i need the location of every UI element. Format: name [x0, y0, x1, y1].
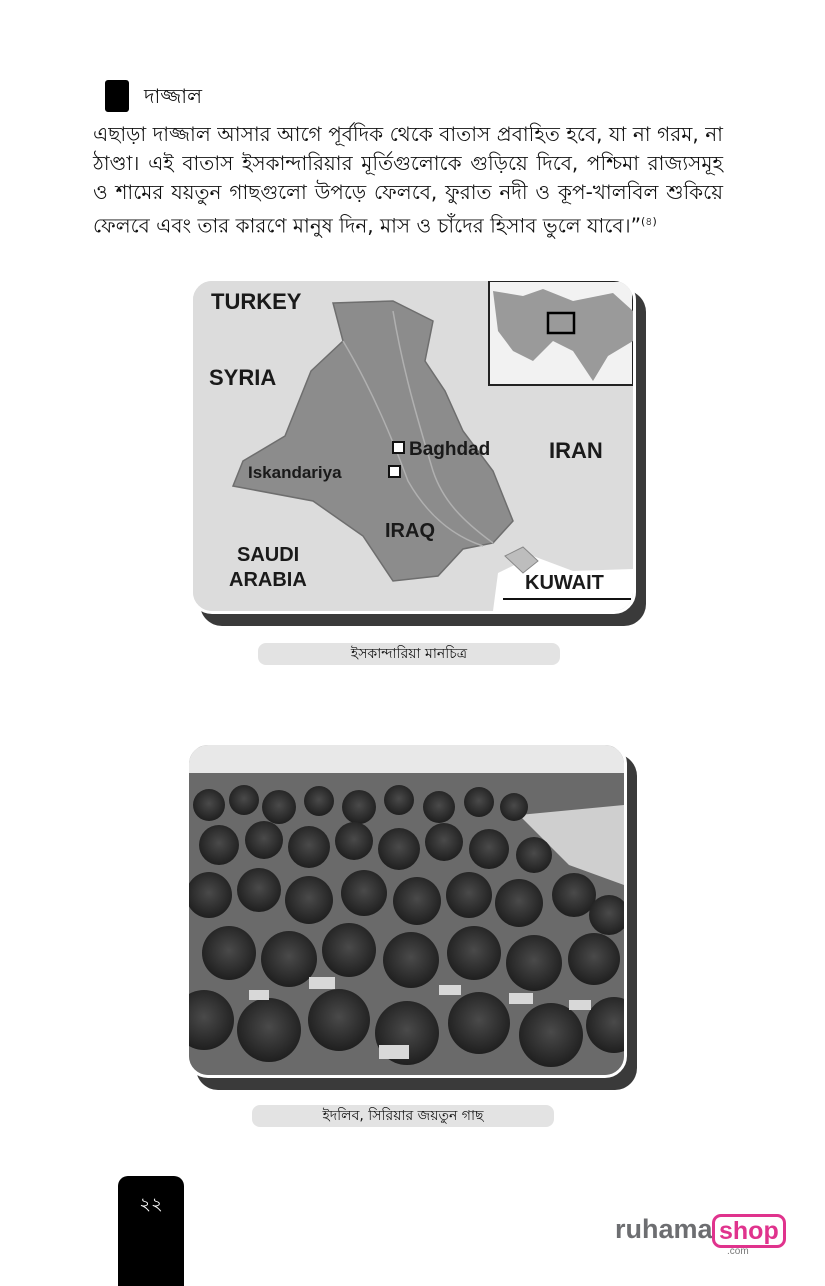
- footnote-reference: (৪): [641, 215, 657, 228]
- logo-com-text: .com: [727, 1246, 749, 1257]
- page-number: ২২: [139, 1194, 163, 1215]
- label-baghdad: Baghdad: [409, 439, 491, 460]
- body-paragraph: [93, 120, 723, 241]
- label-kuwait: KUWAIT: [525, 572, 604, 594]
- page-number-tab: [118, 1176, 184, 1286]
- iraq-map: [193, 281, 633, 611]
- paragraph-text: এছাড়া দাজ্জাল আসার আগে পূর্বদিক থেকে বাতাস প্রবাহিত হবে, যা না গরম, না ঠাণ্ডা। এই বাতাস ইসকান্দারিয়ার মূর্তিগুলোকে গুড়িয়ে দিবে, পশ্চিমা রাজ্যসমূহ ও শামের যয়তুন গাছগুলো উপড়ে ফেলবে, ফুরাত নদী ও কূপ-খালবিল শুকিয়ে ফেলবে এবং তার কারণে মানুষ দিন, মাস ও চাঁদের হিসাব ভুলে যাবে।”: [93, 122, 723, 238]
- label-iskandariya: Iskandariya: [248, 463, 342, 482]
- logo-shop-text: shop: [712, 1214, 786, 1248]
- label-turkey: TURKEY: [211, 289, 302, 314]
- map-caption: ইসকান্দারিয়া মানচিত্র: [258, 643, 560, 665]
- label-iran: IRAN: [549, 438, 603, 463]
- chapter-marker: [105, 80, 129, 112]
- chapter-title: দাজ্জাল: [144, 84, 202, 108]
- baghdad-marker: [393, 442, 404, 453]
- olive-trees-photo: [186, 742, 627, 1078]
- photo-caption: ইদলিব, সিরিয়ার জয়তুন গাছ: [252, 1105, 554, 1127]
- label-saudi-line2: ARABIA: [229, 569, 307, 591]
- label-iraq: IRAQ: [385, 520, 435, 542]
- label-saudi-line1: SAUDI: [237, 544, 300, 566]
- iskandariya-marker: [389, 466, 400, 477]
- label-syria: SYRIA: [209, 365, 277, 390]
- logo-ruhama-text: ruhama: [615, 1214, 713, 1244]
- sky: [189, 745, 624, 775]
- iraq-map-figure: [190, 278, 636, 614]
- olive-grove-illustration: [189, 745, 624, 1075]
